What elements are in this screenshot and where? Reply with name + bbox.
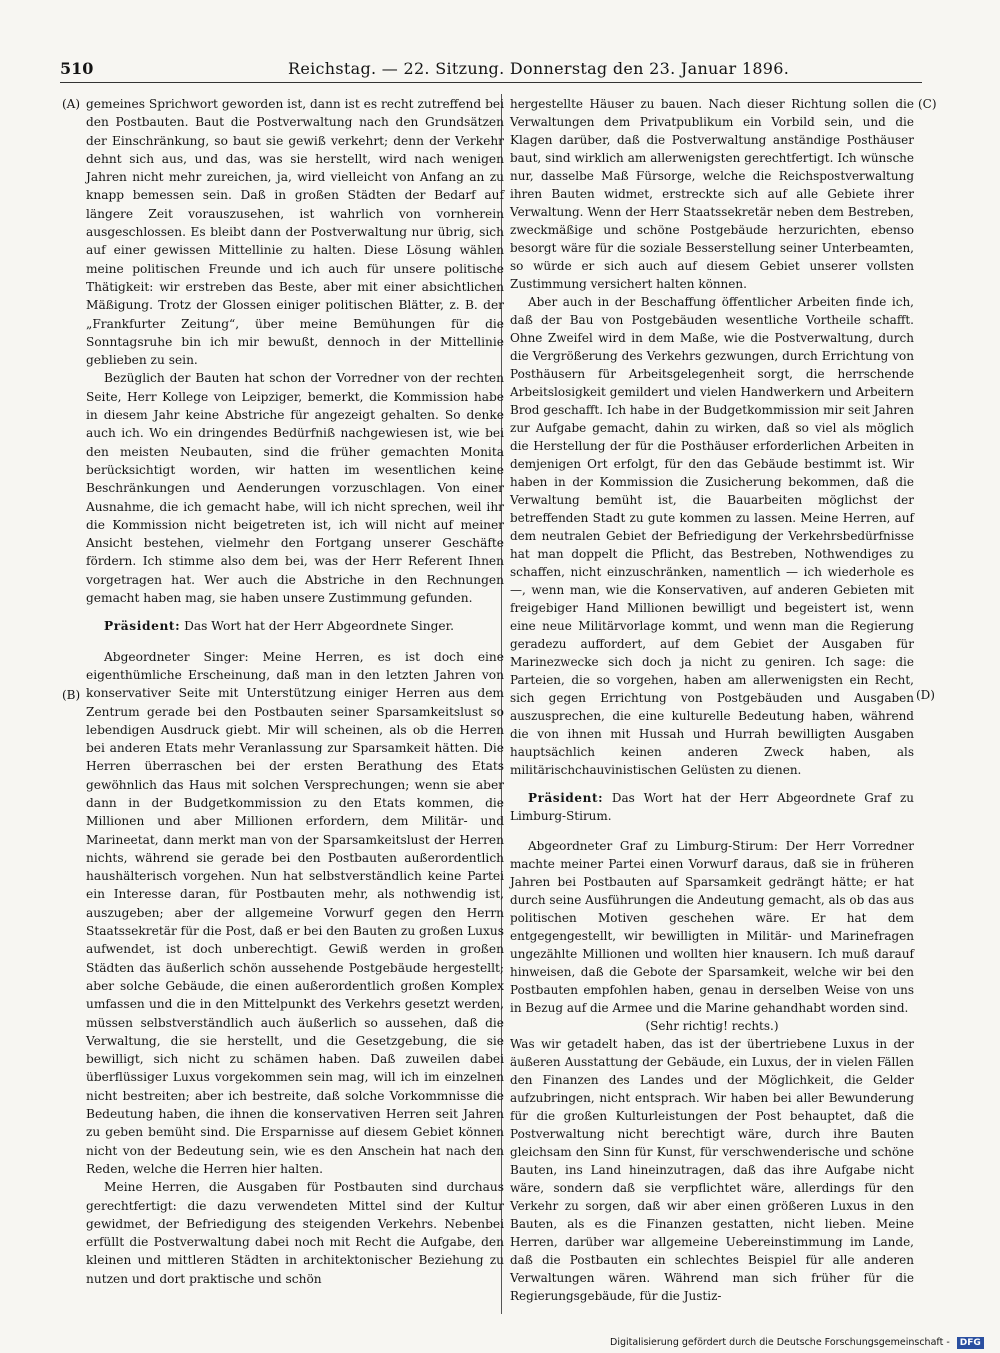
speaker-label: Präsident: <box>528 791 604 805</box>
paragraph: gemeines Sprichwort geworden ist, dann ist es recht zutreffend bei den Postbauten. Baut die Postverwaltung nach den Grundsätzen der Einschränkung, so baut sie gewiß verkehrt; denn der Verkehr dehnt sich aus, und das, was sie herstellt, wird nach wenigen Jahren nicht mehr zureichen, ja, wird vielleicht von Anfang an zu knapp bemessen sein. Daß in großen Städten der Bedarf auf längere Zeit vorauszusehen, ist wahrlich von vornherein ausgeschlossen. Es bleibt dann der Postverwaltung nur übrig, sich auf einer gewissen Mittellinie zu halten. Diese Lösung wählen meine politischen Freunde und ich auch für unsere politische Thätigkeit: wir erstreben das Beste, aber mit einer absichtlichen Mäßigung. Trotz der Glossen einiger politischen Blätter, z. B. der „Frankfurter Zeitung“, über meine Bemühungen für die Sonntagsruhe bin ich mir bewußt, dennoch in der Mittellinie geblieben zu sein. <box>86 97 504 368</box>
left-column <box>86 95 504 1288</box>
digitization-footer <box>610 1336 990 1350</box>
dfg-logo: DFG <box>957 1337 984 1349</box>
footer-text: Digitalisierung gefördert durch die Deutsche Forschungsgemeinschaft - <box>610 1337 950 1348</box>
margin-marker-a: (A) <box>62 97 81 111</box>
paragraph: Bezüglich der Bauten hat schon der Vorredner von der rechten Seite, Herr Kollege von Leipziger, bemerkt, die Kommission habe in diesem Jahr keine Abstriche für angezeigt gehalten. So denke auch ich. Wo ein dringendes Bedürfniß nachgewiesen ist, wie bei den meisten Neubauten, sind die früher gemachten Monita berücksichtigt worden, wir hatten im wesentlichen keine Beschränkungen und Aenderungen vorzuschlagen. Von einer Ausnahme, die ich gemacht habe, will ich nicht sprechen, weil ihr die Kommission nicht beigetreten ist, ich will nicht auf meiner Ansicht bestehen, vielmehr den Fortgang unserer Geschäfte fördern. Ich stimme also dem bei, was der Herr Referent Ihnen vorgetragen hat. Wer auch die Abstriche in den Rechnungen gemacht haben mag, sie haben unsere Zustimmung gefunden. <box>86 371 504 606</box>
paragraph: Aber auch in der Beschaffung öffentlicher Arbeiten finde ich, daß der Bau von Postgebäuden wesentliche Vortheile schafft. Ohne Zweifel wird in dem Maße, wie die Postverwaltung, durch die Vergrößerung des Verkehrs gezwungen, durch Errichtung von Posthäusern für Arbeitsgelegenheit sorgt, die herrschende Arbeitslosigkeit gemildert und vielen Handwerkern und Arbeitern Brod geschafft. Ich habe in der Budgetkommission mir seit Jahren zur Aufgabe gemacht, dahin zu wirken, daß so viel als möglich die Herstellung der für die Posthäuser erforderlichen Arbeiten in demjenigen Ort erfolgt, für den das Gebäude bestimmt ist. Wir haben in der Kommission die Zusicherung bekommen, daß die Verwaltung bemüht ist, die Bauarbeiten möglichst der betreffenden Stadt zu gute kommen zu lassen. Meine Herren, auf dem neutralen Gebiet der Befriedigung der Verkehrsbedürfnisse hat man doppelt die Pflicht, das Bestreben, Nothwendiges zu schaffen, nicht einzuschränken, namentlich — ich wiederhole es —, wenn man, wie die Konservativen, auf anderen Gebieten mit freigebiger Hand Millionen bewilligt und begeistert ist, wenn eine neue Militärvorlage kommt, und wenn man die Regierung geradezu auffordert, auf dem Gebiet der Ausgaben für Marinezwecke sich doch ja nicht zu geniren. Ich sage: die Parteien, die so vorgehen, haben am allerwenigsten ein Recht, sich gegen Errichtung von Postgebäuden und Ausgaben auszusprechen, die eine kulturelle Bedeutung haben, während die von ihnen mit Hussah und Hurrah bewilligten Ausgaben hauptsächlich keinen anderen Zweck haben, als militärischchauvinistischen Gelüsten zu dienen. <box>510 295 914 777</box>
running-title: Reichstag. — 22. Sitzung. Donnerstag den 23. Januar 1896. <box>288 59 790 78</box>
margin-marker-b: (B) <box>62 688 81 702</box>
margin-marker-c: (C) <box>918 97 937 111</box>
margin-marker-d: (D) <box>916 688 935 702</box>
statement-text: Das Wort hat der Herr Abgeordnete Singer. <box>184 619 454 634</box>
paragraph: Meine Herren, die Ausgaben für Postbauten sind durchaus gerechtfertigt: die dazu verwendeten Mittel sind der Kultur gewidmet, der Befriedigung des steigenden Verkehrs. Nebenbei erfüllt die Postverwaltung dabei noch mit Recht die Aufgabe, den kleinen und mittleren Städten in architektonischer Beziehung zu nutzen und dort praktische und schön <box>86 1180 504 1286</box>
speaker-label: Präsident: <box>104 619 181 634</box>
statement-text: Das Wort hat der Herr Abgeordnete Graf zu Limburg-Stirum. <box>510 791 914 823</box>
paragraph: hergestellte Häuser zu bauen. Nach dieser Richtung sollen die Verwaltungen dem Privatpublikum ein Vorbild sein, und die Klagen darüber, daß die Postverwaltung anständige Posthäuser baut, sind wirklich am allerwenigsten gerechtfertigt. Ich wünsche nur, dasselbe Maß Fürsorge, welche die Reichspostverwaltung ihren Bauten widmet, erstreckte sich auf alle Gebiete ihrer Verwaltung. Wenn der Herr Staatssekretär neben dem Bestreben, zweckmäßige und schöne Postgebäude herzurichten, ebenso besorgt wäre für die soziale Besserstellung seiner Unterbeamten, so würde er sich auch auf diesem Gebiet unserer vollsten Zustimmung versichert halten können. <box>510 97 914 291</box>
president-statement <box>86 617 504 635</box>
president-statement <box>510 789 914 825</box>
page-header <box>60 58 920 82</box>
right-column <box>510 95 914 1305</box>
paragraph: Was wir getadelt haben, das ist der übertriebene Luxus in der äußeren Ausstattung der Gebäude, ein Luxus, der in vielen Fällen den Finanzen des Landes und der Möglichkeit, die Gelder aufzubringen, nicht entsprach. Wir haben bei aller Bewunderung für die großen Kulturleistungen der Post behauptet, daß die Postverwaltung nicht berechtigt wäre, durch ihre Bauten gleichsam den Sinn für Kunst, für verschwenderische und schöne Bauten, ins Land hineinzutragen, daß das ihre Aufgabe nicht wäre, sondern daß sie verpflichtet wäre, allerdings für den Verkehr zu sorgen, daß wir aber einen größeren Luxus in den Bauten, als es die Finanzen gestatten, nicht lieben. Meine Herren, darüber war allgemeine Uebereinstimmung im Lande, daß die Postbauten ein schlechtes Beispiel für alle anderen Verwaltungen wären. Während man sich früher für die Regierungsgebäude, für die Justiz- <box>510 1037 914 1303</box>
page-number: 510 <box>60 59 94 78</box>
speech-paragraph: Abgeordneter Graf zu Limburg-Stirum: Der Herr Vorredner machte meiner Partei einen Vorwurf daraus, daß sie in früheren Jahren bei Postbauten auf Sparsamkeit gedrängt hätte; er hat durch seine Ausführungen die Andeutung gemacht, als ob das aus politischen Motiven geschehen wäre. Er hat dem entgegengestellt, wir bewilligten in Militär- und Marinefragen ungezählte Millionen und wollten hier knausern. Ich muß darauf hinweisen, daß die Gebote der Sparsamkeit, welche wir bei den Postbauten empfohlen haben, genau in derselben Weise von uns in Bezug auf die Armee und die Marine gehandhabt worden sind. <box>510 839 914 1015</box>
speech-paragraph: Abgeordneter Singer: Meine Herren, es ist doch eine eigenthümliche Erscheinung, daß man in den letzten Jahren von konservativer Seite mit Unterstützung einiger Herren aus dem Zentrum gerade bei den Postbauten seiner Sparsamkeitslust so lebendigen Ausdruck giebt. Mir will scheinen, als ob die Herren bei anderen Etats mehr Veranlassung zur Sparsamkeit hätten. Die Herren überraschen bei der ersten Berathung des Etats gewöhnlich das Haus mit solchen Versprechungen; wenn sie aber dann in der Budgetkommission zu den Etats kommen, die Millionen und aber Millionen erfordern, dem Militär- und Marineetat, dann merkt man von der Sparsamkeitslust der Herren nichts, während sie gerade bei den Postbauten außerordentlich haushälterisch vorgehen. Nun hat selbstverständlich keine Partei ein Interesse daran, für Postbauten mehr, als nothwendig ist, auszugeben; aber der allgemeine Vorwurf gegen den Herrn Staatssekretär für die Post, daß er bei den Bauten zu großen Luxus aufwendet, ist doch unberechtigt. Gewiß werden in großen Städten das äußerlich schön aussehende Postgebäude hergestellt; aber solche Gebäude, die einen außerordentlich großen Komplex umfassen und die in den Mittelpunkt des Verkehrs gesetzt werden, müssen selbstverständlich auch äußerlich so aussehen, daß die Verwaltung, die sie herstellt, und die Gesetzgebung, die sie bewilligt, sich nicht zu schämen haben. Daß zuweilen dabei überflüssiger Luxus vorgekommen sein mag, will ich im einzelnen nicht bestreiten; aber ich bestreite, daß solche Vorkommnisse die Bedeutung haben, die ihnen die konservativen Herren seit Jahren zu geben bemüht sind. Die Ersparnisse auf diesem Gebiet können nicht von der Bedeutung sein, wie es den Anschein hat nach den Reden, welche die Herren hier halten. <box>86 649 505 1176</box>
header-rule <box>60 82 922 83</box>
interjection: (Sehr richtig! rechts.) <box>645 1019 779 1033</box>
